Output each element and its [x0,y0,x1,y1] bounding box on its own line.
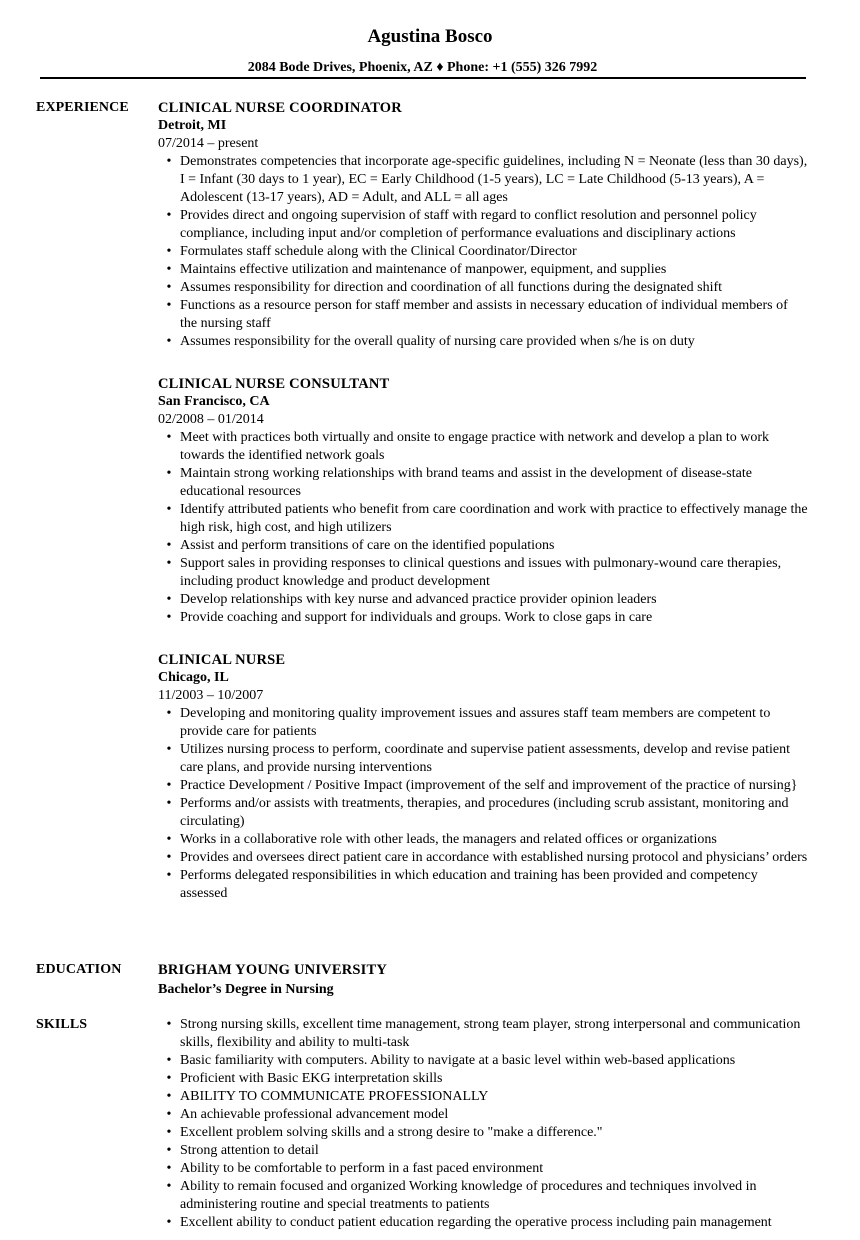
bullet-icon: • [166,1143,172,1158]
bullet-item [158,1088,808,1106]
bullet-icon: • [166,280,172,295]
bullet-text: An achievable professional advancement model [180,1107,449,1122]
contact-line: 2084 Bode Drives, Phoenix, AZ ♦ Phone: +1 (555) 326 7992 [247,60,598,75]
bullet-item [158,297,808,333]
experience-list [158,99,808,903]
bullet-item [158,243,808,261]
job-location: Chicago, IL [158,670,229,685]
bullet-text: Excellent problem solving skills and a strong desire to "make a difference." [180,1125,603,1140]
bullet-text: Develop relationships with key nurse and advanced practice provider opinion leaders [180,592,657,607]
job-title: CLINICAL NURSE [158,652,286,668]
bullet-item [158,1214,808,1232]
job-entry [158,651,808,903]
bullet-icon: • [166,1089,172,1104]
bullet-item [158,777,808,795]
bullet-text: Provide coaching and support for individuals and groups. Work to close gaps in care [180,610,653,625]
bullet-item [158,537,808,555]
bullet-icon: • [166,244,172,259]
bullet-icon: • [166,208,172,223]
job-title: CLINICAL NURSE CONSULTANT [158,376,390,392]
bullet-icon: • [166,334,172,349]
bullet-item [158,795,808,831]
education-heading: EDUCATION [36,962,122,977]
experience-heading: EXPERIENCE [36,100,129,115]
bullet-icon: • [166,262,172,277]
bullet-icon: • [166,1215,172,1230]
bullet-icon: • [166,1125,172,1140]
bullet-text: Provides and oversees direct patient care in accordance with established nursing protocol and physicians’ orders [180,850,808,865]
bullet-text: Maintain strong working relationships with brand teams and assist in the development of disease-state educational resources [180,466,752,499]
skills-heading: SKILLS [36,1017,88,1032]
bullet-item [158,207,808,243]
bullet-item [158,1070,808,1088]
bullet-text: Formulates staff schedule along with the Clinical Coordinator/Director [180,244,577,259]
skills-list-wrap [158,1016,808,1232]
bullet-text: Functions as a resource person for staff member and assists in necessary education of individual members of the nursing staff [180,298,788,331]
bullet-icon: • [166,1107,172,1122]
bullet-icon: • [166,742,172,757]
bullet-item [158,609,808,627]
bullet-icon: • [166,850,172,865]
bullet-text: Excellent ability to conduct patient education regarding the operative process including pain management [180,1215,772,1230]
bullet-item [158,429,808,465]
bullet-text: Strong attention to detail [180,1143,319,1158]
education-entry [158,961,808,999]
bullet-icon: • [166,538,172,553]
bullet-icon: • [166,868,172,883]
bullet-text: Maintains effective utilization and maintenance of manpower, equipment, and supplies [180,262,667,277]
bullet-item [158,333,808,351]
bullet-item [158,555,808,591]
job-title: CLINICAL NURSE COORDINATOR [158,100,402,116]
job-location: San Francisco, CA [158,394,270,409]
bullet-icon: • [166,1071,172,1086]
bullet-text: Ability to remain focused and organized Working knowledge of procedures and techniques involved in administering routine and special treatments to patients [180,1179,757,1212]
bullet-item [158,1124,808,1142]
job-dates: 07/2014 – present [158,136,259,151]
candidate-name: Agustina Bosco [367,26,493,47]
bullet-icon: • [166,1017,172,1032]
bullet-text: Ability to be comfortable to perform in a fast paced environment [180,1161,544,1176]
school-name: BRIGHAM YOUNG UNIVERSITY [158,962,388,978]
bullet-item [158,279,808,297]
bullet-item [158,1106,808,1124]
job-entry [158,375,808,627]
bullet-icon: • [166,1053,172,1068]
bullet-text: Performs and/or assists with treatments, therapies, and procedures (including scrub assistant, monitoring and circulating) [180,796,789,829]
bullet-text: Assumes responsibility for direction and coordination of all functions during the designated shift [180,280,723,295]
degree-name: Bachelor’s Degree in Nursing [158,982,334,997]
bullet-text: Basic familiarity with computers. Ability to navigate at a basic level within web-based applications [180,1053,736,1068]
job-location: Detroit, MI [158,118,227,133]
bullet-text: Assist and perform transitions of care on the identified populations [180,538,555,553]
bullet-item [158,1052,808,1070]
bullet-icon: • [166,1161,172,1176]
bullet-item [158,867,808,903]
bullet-item [158,261,808,279]
bullet-icon: • [166,298,172,313]
bullet-item [158,705,808,741]
job-bullets [158,429,808,627]
bullet-text: Practice Development / Positive Impact (improvement of the self and improvement of the practice of nursing} [180,778,798,793]
bullet-icon: • [166,430,172,445]
bullet-item [158,465,808,501]
bullet-icon: • [166,466,172,481]
bullet-item [158,153,808,207]
bullet-item [158,1160,808,1178]
bullet-item [158,849,808,867]
bullet-item [158,831,808,849]
bullet-icon: • [166,796,172,811]
bullet-text: Support sales in providing responses to clinical questions and issues with pulmonary-wound care therapies, including product knowledge and product development [180,556,782,589]
bullet-text: Works in a collaborative role with other leads, the managers and related offices or organizations [180,832,717,847]
skills-list [158,1016,808,1232]
bullet-icon: • [166,1179,172,1194]
bullet-icon: • [166,706,172,721]
bullet-text: ABILITY TO COMMUNICATE PROFESSIONALLY [180,1089,489,1104]
bullet-icon: • [166,502,172,517]
job-dates: 02/2008 – 01/2014 [158,412,264,427]
bullet-item [158,1178,808,1214]
bullet-item [158,1142,808,1160]
header-divider [40,77,806,79]
job-bullets [158,705,808,903]
bullet-text: Provides direct and ongoing supervision of staff with regard to conflict resolution and personnel policy compliance, including input and/or completion of performance evaluations and disciplinary actions [180,208,757,241]
bullet-item [158,741,808,777]
job-bullets [158,153,808,351]
bullet-text: Identify attributed patients who benefit from care coordination and work with practice to effectively manage the high risk, high cost, and high utilizers [180,502,808,535]
job-dates: 11/2003 – 10/2007 [158,688,264,703]
bullet-item [158,591,808,609]
bullet-text: Strong nursing skills, excellent time management, strong team player, strong interpersonal and communication skills, flexibility and ability to multi-task [180,1017,801,1050]
bullet-text: Demonstrates competencies that incorporate age-specific guidelines, including N = Neonate (less than 30 days), I = Infant (30 days to 1 year), EC = Early Childhood (1-5 years), LC = Late Childhood (5-13 years), A = Adolescent (13-17 years), AD = Adult, and ALL = all ages [180,154,808,205]
job-entry [158,99,808,351]
bullet-icon: • [166,832,172,847]
bullet-item [158,501,808,537]
bullet-icon: • [166,592,172,607]
bullet-icon: • [166,778,172,793]
bullet-text: Proficient with Basic EKG interpretation skills [180,1071,443,1086]
bullet-text: Meet with practices both virtually and onsite to engage practice with network and develop a plan to work towards the identified network goals [180,430,769,463]
bullet-icon: • [166,556,172,571]
bullet-item [158,1016,808,1052]
bullet-text: Performs delegated responsibilities in which education and training has been provided and competency assessed [180,868,758,901]
bullet-icon: • [166,154,172,169]
bullet-text: Assumes responsibility for the overall quality of nursing care provided when s/he is on duty [180,334,695,349]
bullet-text: Developing and monitoring quality improvement issues and assures staff team members are competent to provide care for patients [180,706,771,739]
bullet-icon: • [166,610,172,625]
bullet-text: Utilizes nursing process to perform, coordinate and supervise patient assessments, develop and revise patient care plans, and provide nursing interventions [180,742,790,775]
